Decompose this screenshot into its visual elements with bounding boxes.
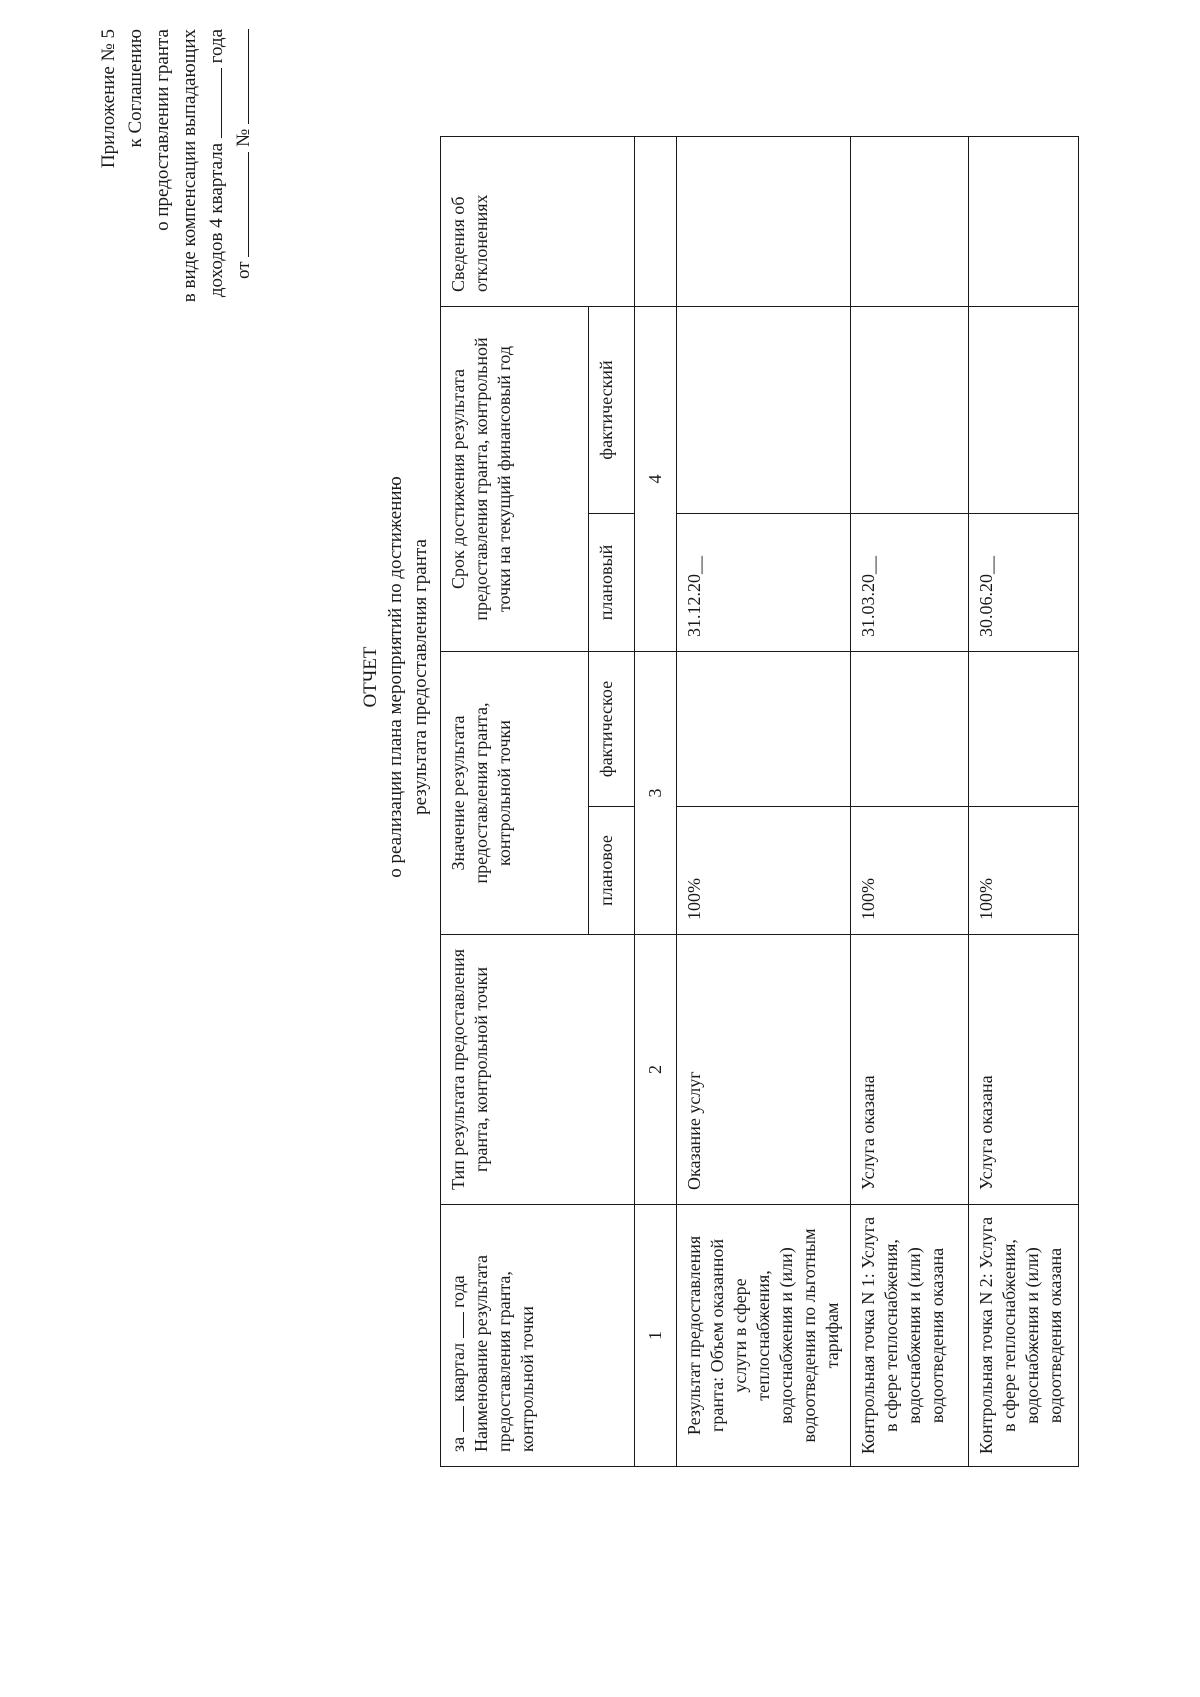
table-row [969,136,1079,1466]
appendix-header [95,29,257,359]
row-name: Результат предоставления гранта: Объем оказанной услуги в сфере теплоснабжения, водоснабжения и (или) водоотведения по льготным тарифам [677,1205,851,1467]
row-date-planned: 31.12.20__ [677,514,851,652]
appendix-number-label: № [233,128,254,147]
year-blank [205,68,222,138]
row-deviation [677,136,851,306]
column-number-1: 1 [635,1205,677,1467]
appendix-compensation: в виде компенсации выпадающих [179,29,200,303]
row-type: Оказание услуг [677,935,851,1205]
header-name-label: Наименование результата предоставления гранта, контрольной точки [471,1255,537,1452]
column-number-2: 2 [635,935,677,1205]
header-value-actual: фактическое [589,652,635,807]
column-number-3: 3 [635,652,677,935]
row-value-planned: 100% [851,807,969,935]
title-sub-1: о реализации плана мероприятий по достижению [385,476,406,878]
row-type: Услуга оказана [969,935,1079,1205]
row-value-actual [969,652,1079,807]
title-main: ОТЧЕТ [360,646,381,708]
row-name: Контрольная точка N 2: Услуга в сфере теплоснабжения, водоснабжения и (или) водоотведения оказана [969,1205,1079,1467]
row-date-actual [851,306,969,513]
row-value-actual [677,652,851,807]
header-col-value: Значение результата предоставления гранта, контрольной точки [441,652,589,935]
appendix-quarter-label: доходов 4 квартала [206,142,227,298]
title-sub-2: результата предоставления гранта [410,539,431,815]
header-col-type: Тип результата предоставления гранта, контрольной точки [441,935,635,1205]
quarter-blank [447,1406,464,1432]
header-deadline-actual: фактический [589,306,635,513]
period-year-blank [447,1312,464,1338]
appendix-year-label: года [206,29,227,64]
table-row [677,136,851,1466]
row-date-planned: 30.06.20__ [969,514,1079,652]
row-value-actual [851,652,969,807]
column-number-4: 4 [635,306,677,651]
number-blank [232,29,249,124]
header-period: за квартал года [448,1275,468,1452]
header-row [441,136,589,1466]
header-value-planned: плановое [589,807,635,935]
row-deviation [851,136,969,306]
appendix-number: Приложение № 5 [98,29,119,169]
row-value-planned: 100% [969,807,1079,935]
column-number-row [635,136,677,1466]
row-deviation [969,136,1079,306]
row-date-planned: 31.03.20__ [851,514,969,652]
header-deadline-planned: плановый [589,514,635,652]
row-type: Услуга оказана [851,935,969,1205]
appendix-date-line [230,29,257,359]
header-col-deviations: Сведения об отклонениях [441,136,635,306]
row-name: Контрольная точка N 1: Услуга в сфере теплоснабжения, водоснабжения и (или) водоотведения оказана [851,1205,969,1467]
column-number-5 [635,136,677,306]
table-row [851,136,969,1466]
header-col-deadline: Срок достижения результата предоставления гранта, контрольной точки на текущий финансовый год [441,306,589,651]
date-blank [232,152,249,257]
appendix-quarter-line [203,29,230,359]
appendix-agreement: к Соглашению [125,29,146,148]
appendix-grant: о предоставлении гранта [152,29,173,231]
appendix-from-label: от [233,261,254,279]
row-value-planned: 100% [677,807,851,935]
report-table [440,136,1079,1467]
row-date-actual [677,306,851,513]
row-date-actual [969,306,1079,513]
report-title [358,297,433,1057]
header-col-name [441,1205,635,1467]
